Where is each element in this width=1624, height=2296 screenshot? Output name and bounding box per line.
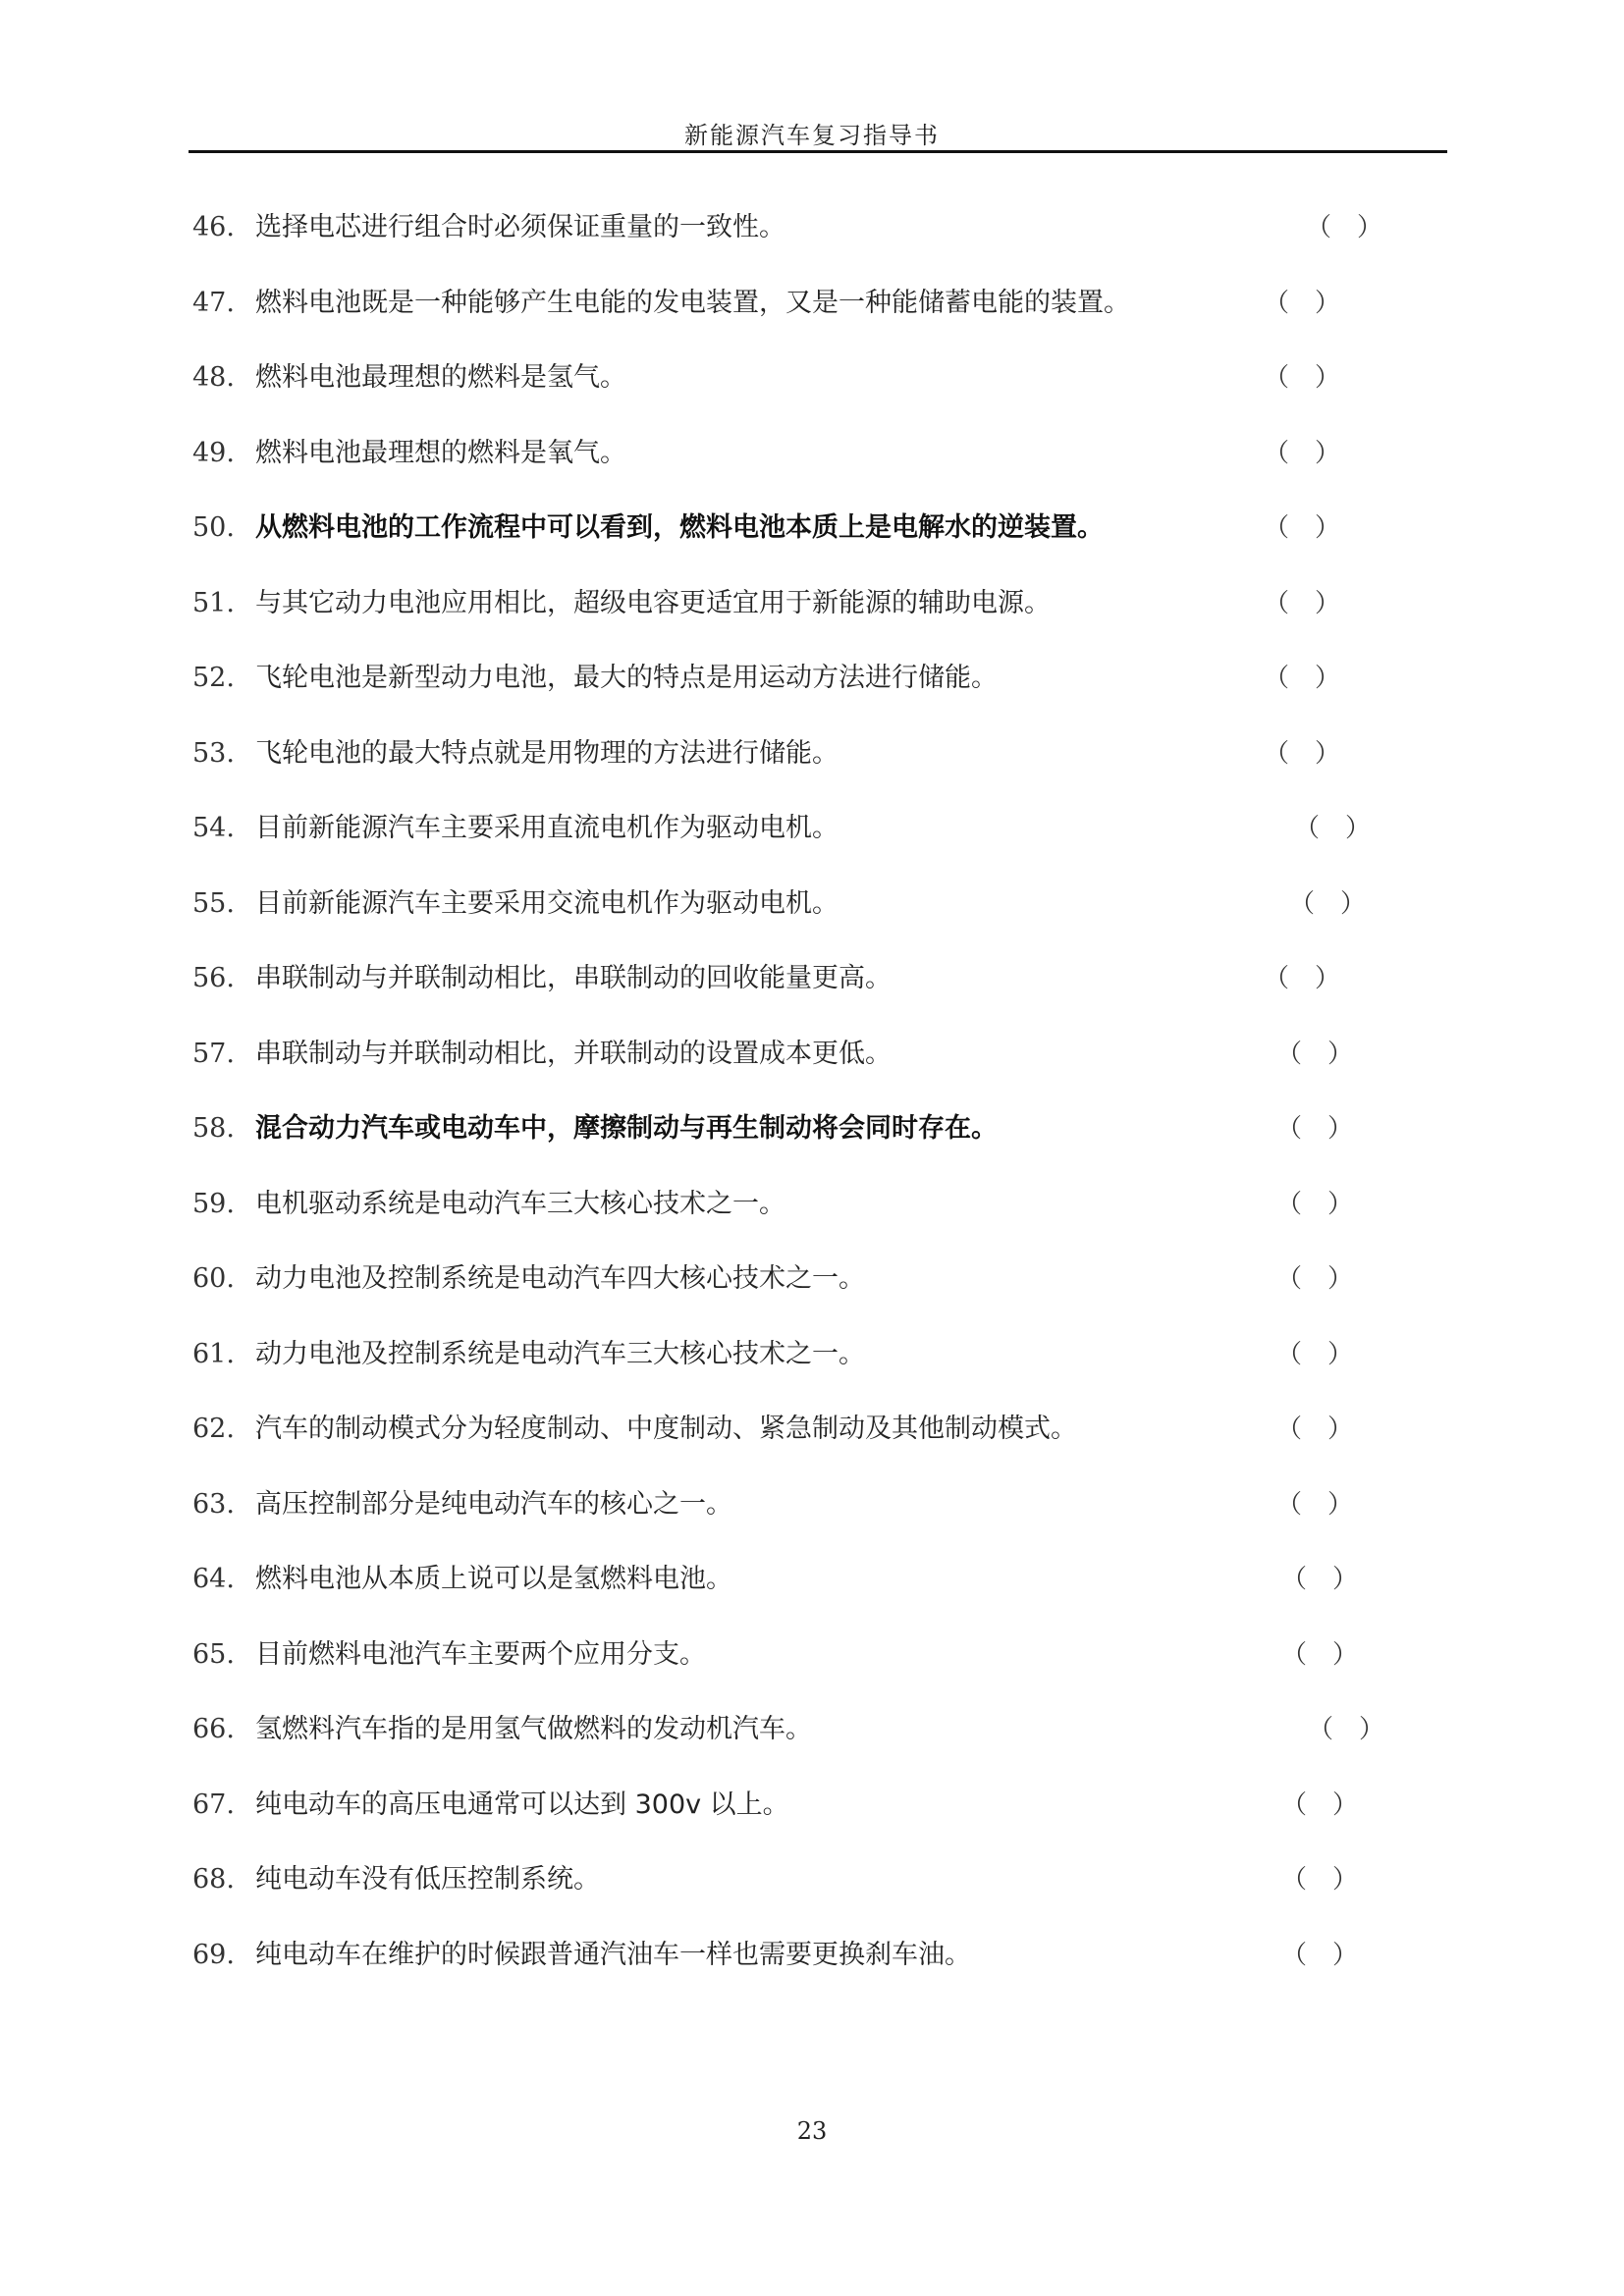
answer-blank[interactable] [1308,1710,1384,1749]
answer-paren-open: （ [1264,439,1290,468]
answer-paren-open: （ [1276,1114,1303,1144]
answer-paren-close: ） [1314,664,1340,693]
question-text: 目前新能源汽车主要采用直流电机作为驱动电机。 [255,813,839,843]
answer-paren-close: ） [1331,1865,1358,1895]
answer-blank[interactable] [1281,1936,1358,1975]
question-number: 55. [192,888,235,919]
question-item [192,358,626,398]
answer-blank[interactable] [1264,584,1340,623]
answer-paren-open: （ [1281,1941,1308,1970]
question-number: 65. [192,1639,235,1670]
answer-paren-close: ） [1314,739,1340,769]
question-number: 47. [192,288,235,318]
question-text: 燃料电池最理想的燃料是氧气。 [255,438,626,468]
answer-paren-open: （ [1276,1040,1303,1069]
question-number: 66. [192,1714,235,1744]
question-number: 67. [192,1789,235,1820]
question-text: 飞轮电池的最大特点就是用物理的方法进行储能。 [255,738,839,769]
question-text: 飞轮电池是新型动力电池，最大的特点是用运动方法进行储能。 [255,663,998,693]
answer-paren-close: ） [1356,213,1382,242]
question-item [192,1560,732,1599]
answer-blank[interactable] [1281,1786,1358,1825]
answer-paren-close: ） [1344,814,1371,843]
answer-paren-open: （ [1264,589,1290,618]
answer-blank[interactable] [1264,284,1340,323]
answer-blank[interactable] [1276,1335,1353,1374]
question-item [192,1410,1077,1449]
answer-paren-open: （ [1289,889,1316,919]
answer-paren-close: ） [1326,1190,1353,1219]
answer-paren-open: （ [1281,1790,1308,1820]
question-item [192,208,785,247]
answer-paren-open: （ [1306,213,1332,242]
answer-paren-close: ） [1331,1790,1358,1820]
question-item [192,1035,892,1074]
question-item [192,584,1051,623]
answer-paren-close: ） [1339,889,1366,919]
answer-paren-close: ） [1326,1415,1353,1444]
page-number: 23 [796,2117,828,2145]
question-number: 56. [192,963,235,993]
question-item [192,1259,865,1299]
question-item [192,1860,600,1899]
question-text: 从燃料电池的工作流程中可以看到，燃料电池本质上是电解水的逆装置。 [255,512,1104,543]
question-number: 50. [192,512,235,543]
answer-paren-open: （ [1281,1865,1308,1895]
answer-paren-open: （ [1276,1190,1303,1219]
answer-paren-open: （ [1264,964,1290,993]
answer-blank[interactable] [1276,1485,1353,1524]
question-number: 52. [192,663,235,693]
answer-paren-open: （ [1281,1565,1308,1594]
question-text: 目前新能源汽车主要采用交流电机作为驱动电机。 [255,888,839,919]
question-number: 53. [192,738,235,769]
question-number: 49. [192,438,235,468]
question-item [192,1185,785,1224]
running-header-title: 新能源汽车复习指导书 [684,122,940,149]
question-text: 燃料电池从本质上说可以是氢燃料电池。 [255,1564,732,1594]
question-number: 48. [192,362,235,393]
question-item [192,1335,865,1374]
answer-paren-open: （ [1264,289,1290,318]
answer-paren-open: （ [1276,1490,1303,1520]
answer-paren-open: （ [1276,1264,1303,1294]
question-text: 动力电池及控制系统是电动汽车四大核心技术之一。 [255,1263,865,1294]
answer-paren-close: ） [1326,1264,1353,1294]
question-text: 目前燃料电池汽车主要两个应用分支。 [255,1639,706,1670]
question-number: 54. [192,813,235,843]
question-number: 60. [192,1263,235,1294]
answer-blank[interactable] [1276,1035,1353,1074]
answer-paren-close: ） [1331,1941,1358,1970]
question-number: 63. [192,1489,235,1520]
question-item [192,809,839,848]
answer-blank[interactable] [1276,1259,1353,1299]
question-item [192,1710,812,1749]
question-text: 氢燃料汽车指的是用氢气做燃料的发动机汽车。 [255,1714,812,1744]
question-item [192,959,892,998]
question-number: 61. [192,1339,235,1369]
answer-paren-open: （ [1294,814,1321,843]
question-text: 串联制动与并联制动相比，并联制动的设置成本更低。 [255,1039,892,1069]
answer-paren-close: ） [1314,289,1340,318]
answer-paren-close: ） [1314,363,1340,393]
answer-paren-close: ） [1314,589,1340,618]
answer-paren-close: ） [1326,1490,1353,1520]
question-text: 选择电芯进行组合时必须保证重量的一致性。 [255,212,785,242]
question-number: 59. [192,1189,235,1219]
question-text: 纯电动车没有低压控制系统。 [255,1864,600,1895]
question-text: 与其它动力电池应用相比，超级电容更适宜用于新能源的辅助电源。 [255,588,1051,618]
question-text: 燃料电池最理想的燃料是氢气。 [255,362,626,393]
question-text: 串联制动与并联制动相比，串联制动的回收能量更高。 [255,963,892,993]
answer-paren-open: （ [1264,739,1290,769]
answer-paren-close: ） [1331,1640,1358,1670]
question-text: 电机驱动系统是电动汽车三大核心技术之一。 [255,1189,785,1219]
answer-paren-open: （ [1264,363,1290,393]
answer-blank[interactable] [1276,1109,1353,1148]
question-text: 高压控制部分是纯电动汽车的核心之一。 [255,1489,732,1520]
question-item [192,1786,789,1825]
question-text: 汽车的制动模式分为轻度制动、中度制动、紧急制动及其他制动模式。 [255,1414,1077,1444]
question-text: 燃料电池既是一种能够产生电能的发电装置，又是一种能储蓄电能的装置。 [255,288,1130,318]
answer-paren-open: （ [1281,1640,1308,1670]
answer-paren-close: ） [1314,439,1340,468]
answer-paren-open: （ [1308,1715,1334,1744]
answer-paren-close: ） [1326,1340,1353,1369]
answer-paren-open: （ [1276,1340,1303,1369]
question-item [192,884,839,924]
answer-paren-open: （ [1264,664,1290,693]
answer-blank[interactable] [1294,809,1371,848]
question-item [192,508,1104,548]
answer-blank[interactable] [1281,1635,1358,1675]
answer-blank[interactable] [1264,659,1340,698]
answer-blank[interactable] [1264,358,1340,398]
question-text: 动力电池及控制系统是电动汽车三大核心技术之一。 [255,1339,865,1369]
question-item [192,1936,971,1975]
answer-blank[interactable] [1289,884,1366,924]
answer-blank[interactable] [1264,959,1340,998]
question-text: 纯电动车在维护的时候跟普通汽油车一样也需要更换刹车油。 [255,1940,971,1970]
answer-blank[interactable] [1264,734,1340,774]
question-item [192,734,839,774]
question-item [192,1485,732,1524]
question-text: 纯电动车的高压电通常可以达到 300v 以上。 [255,1789,789,1820]
question-number: 46. [192,212,235,242]
answer-paren-close: ） [1331,1565,1358,1594]
question-item [192,1635,706,1675]
answer-paren-close: ） [1326,1040,1353,1069]
answer-blank[interactable] [1281,1560,1358,1599]
question-number: 58. [192,1113,235,1144]
answer-paren-close: ） [1358,1715,1384,1744]
answer-paren-close: ） [1326,1114,1353,1144]
answer-blank[interactable] [1306,208,1382,247]
question-number: 64. [192,1564,235,1594]
question-number: 69. [192,1940,235,1970]
question-item [192,1109,998,1148]
answer-paren-close: ） [1314,964,1340,993]
answer-blank[interactable] [1281,1860,1358,1899]
question-number: 68. [192,1864,235,1895]
question-number: 51. [192,588,235,618]
question-item [192,659,998,698]
answer-blank[interactable] [1264,508,1340,548]
answer-paren-open: （ [1276,1415,1303,1444]
answer-blank[interactable] [1276,1410,1353,1449]
question-number: 57. [192,1039,235,1069]
answer-blank[interactable] [1276,1185,1353,1224]
question-item [192,284,1130,323]
question-item [192,434,626,473]
answer-blank[interactable] [1264,434,1340,473]
question-text: 混合动力汽车或电动车中，摩擦制动与再生制动将会同时存在。 [255,1113,998,1144]
answer-paren-close: ） [1314,513,1340,543]
question-number: 62. [192,1414,235,1444]
answer-paren-open: （ [1264,513,1290,543]
header-rule [189,150,1447,153]
